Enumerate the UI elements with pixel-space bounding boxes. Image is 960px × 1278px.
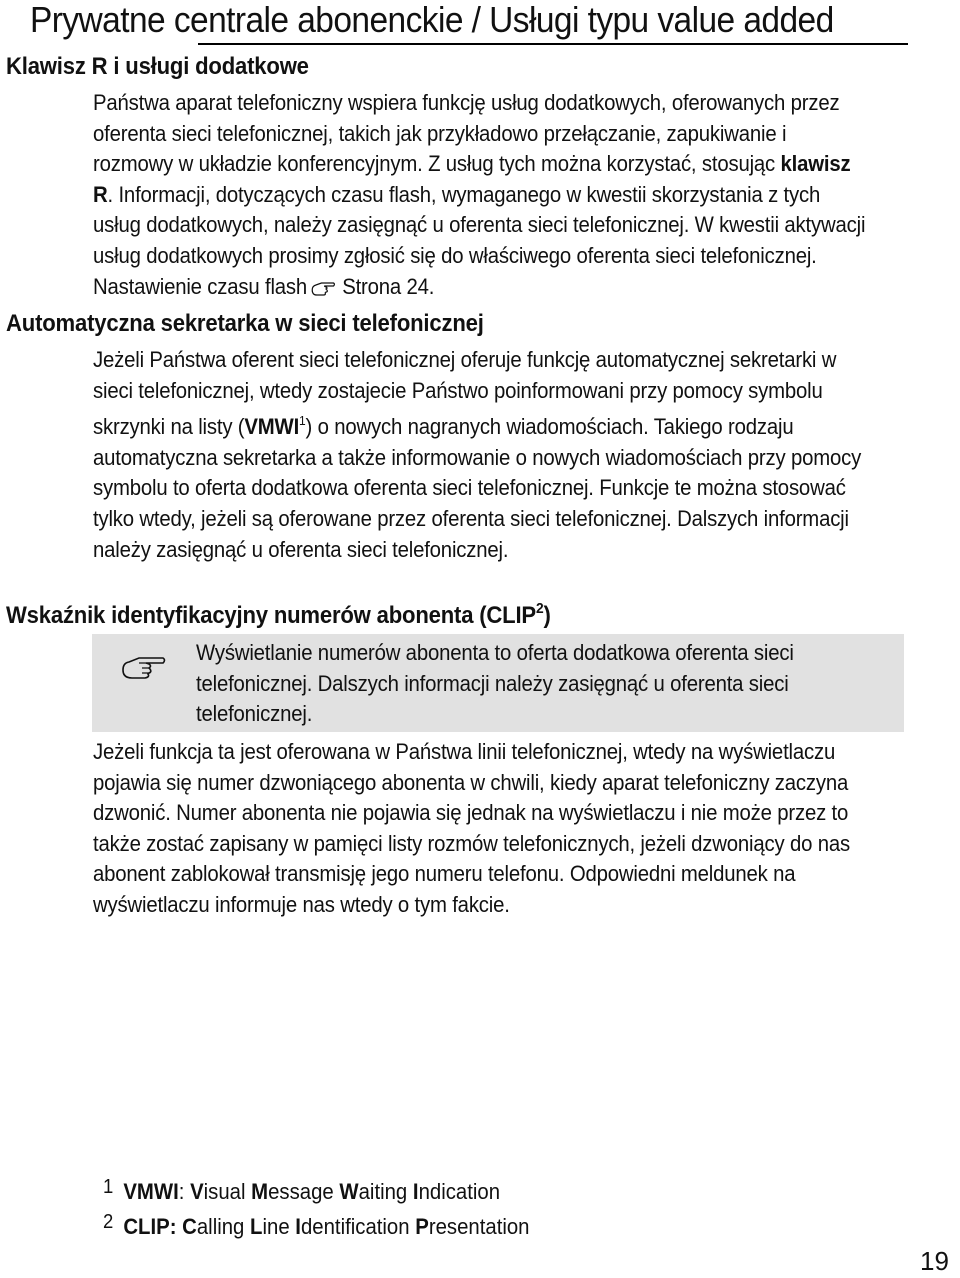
footnote-word: alling (196, 1214, 251, 1239)
paragraph-r-key-text-end: . Informacji, dotyczących czasu flash, wymaganego w kwestii skorzystania z tych usług dodatkowych, należy zasięgnąć u oferenta sieci telefonicznej. W kwestii aktywacji usług dodatkowych prosimy zgłosić się do właściwego oferenta sieci telefonicznej. Nastawienie czasu flash (93, 181, 866, 299)
footnote-abbr: CLIP: (123, 1214, 177, 1239)
footnote-initial: V (190, 1179, 204, 1204)
footnote-number: 1 (103, 1176, 114, 1198)
footnote-initial: P (415, 1214, 429, 1239)
heading-r-key: Klawisz R i usługi dodatkowe (6, 53, 309, 80)
paragraph-answering-text: Jeżeli Państwa oferent sieci telefonicznej oferuje funkcję automatycznej sekretarki w sieci telefonicznej, wtedy zostajecie Państwo poinformowani przy pomocy symbolu skrzynki na listy ( (93, 347, 837, 440)
footnote-ref-2: 2 (535, 600, 544, 617)
footnote-word: resentation (428, 1214, 530, 1239)
footnote-initial: M (251, 1179, 269, 1204)
paragraph-answering-text-end: ) o nowych nagranych wiadomościach. Takiego rodzaju automatyczna sekretarka a także informowanie o nowych wiadomościach przy pomocy symbolu to oferta dodatkowa oferenta sieci telefonicznej. Funkcje te można stosować tylko wtedy, jeżeli są oferowane przez oferenta sieci telefonicznej. Dalszych informacji należy zasięgnąć u oferenta sieci telefonicznej. (93, 414, 862, 562)
paragraph-r-key-text: Państwa aparat telefoniczny wspiera funkcję usług dodatkowych, oferowanych przez oferenta sieci telefonicznej, takich jak przykładowo przełączanie, zapukiwanie i rozmowy w układzie konferencyjnym. Z usług tych można korzystać, stosując (93, 90, 840, 177)
footnote-initial: L (250, 1214, 263, 1239)
footnote-word: aiting (358, 1179, 413, 1204)
footnote-word: ine (262, 1214, 296, 1239)
r-key-label: klawisz R (93, 151, 851, 207)
page-number: 19 (920, 1246, 949, 1276)
footnote-2 (103, 1207, 530, 1242)
title-rule (198, 43, 908, 45)
footnote-ref-1: 1 (299, 413, 306, 429)
footnote-separator: : (178, 1179, 191, 1204)
heading-answering-machine: Automatyczna sekretarka w sieci telefonicznej (6, 310, 484, 337)
note-text: Wyświetlanie numerów abonenta to oferta dodatkowa oferenta sieci telefonicznej. Dalszych informacji należy zasięgnąć u oferenta sieci telefonicznej. (196, 640, 794, 727)
footnote-word: essage (268, 1179, 340, 1204)
footnote-abbr: VMWI (123, 1179, 179, 1204)
footnote-word: ndication (418, 1179, 501, 1204)
pointing-hand-icon (120, 650, 168, 680)
footnote-word: isual (203, 1179, 252, 1204)
vmwi-label: VMWI (244, 414, 300, 440)
heading-clip-text: Wskaźnik identyfikacyjny numerów abonenta (CLIP (6, 602, 536, 629)
note-box (92, 634, 904, 732)
heading-clip-end: ) (543, 602, 551, 629)
footnote-initial: I (295, 1214, 301, 1239)
footnote-initial: I (412, 1179, 419, 1204)
page-reference: Strona 24. (342, 273, 435, 299)
footnote-number: 2 (103, 1211, 114, 1233)
footnote-initial: C (182, 1214, 197, 1239)
paragraph-clip: Jeżeli funkcja ta jest oferowana w Państwa linii telefonicznej, wtedy na wyświetlaczu pojawia się numer dzwoniącego abonenta w chwili, kiedy aparat telefoniczny zaczyna dzwonić. Numer abonenta nie pojawia się jednak na wyświetlaczu i nie może przez to także zostać zapisany w pamięci listy rozmów telefonicznych, jeżeli dzwoniący do nas abonent zablokował transmisję jego numeru telefonu. Odpowiedni meldunek na wyświetlaczu informuje nas wtedy o tym fakcie. (93, 739, 850, 917)
paragraph-r-key (93, 88, 870, 302)
footnote-1 (103, 1172, 500, 1207)
page-title: Prywatne centrale abonenckie / Usługi typu value added (30, 0, 834, 40)
heading-clip (6, 594, 551, 631)
paragraph-answering-machine (93, 345, 870, 565)
pointing-hand-icon (311, 278, 337, 296)
footnote-initial: W (339, 1179, 359, 1204)
footnote-word: dentification (300, 1214, 416, 1239)
